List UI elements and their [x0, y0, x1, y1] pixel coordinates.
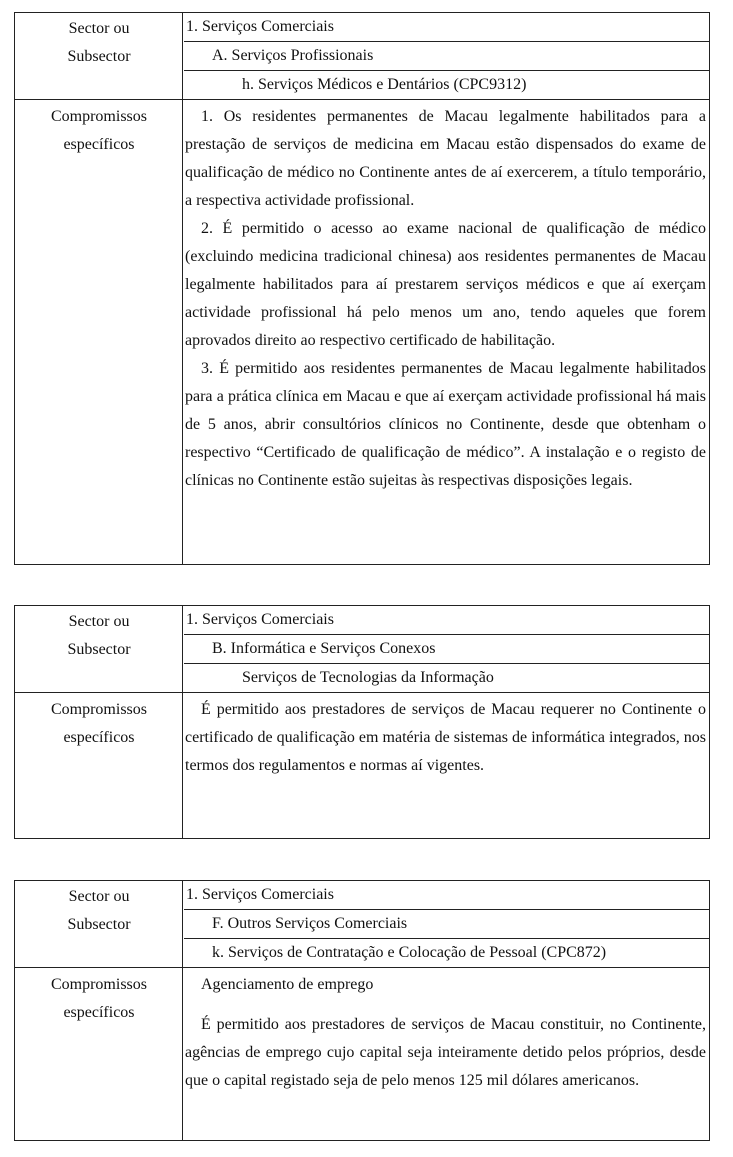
sector-label-line1: Sector ou: [68, 613, 130, 630]
commitment-paragraph: É permitido aos prestadores de serviços de Macau requerer no Continente o certificado de qualificação em matéria de sistemas de informática integrados, nos termos dos regulamentos e normas aí vigentes.: [185, 701, 706, 774]
category-level-1: 1. Serviços Comerciais: [184, 881, 709, 910]
sector-label-line2: Subsector: [67, 916, 131, 933]
sector-label-line2: Subsector: [67, 48, 131, 65]
category-level-1: 1. Serviços Comerciais: [184, 606, 709, 635]
commitments-text: [185, 971, 706, 1095]
commitment-paragraph: É permitido aos prestadores de serviços de Macau constituir, no Continente, agências de emprego cujo capital seja inteiramente detido pelos próprios, desde que o capital registado seja de pelo menos 125 mil dólares americanos.: [185, 1016, 706, 1089]
category-level-3: k. Serviços de Contratação e Colocação de Pessoal (CPC872): [212, 944, 607, 961]
sector-label-line1: Sector ou: [68, 20, 130, 37]
commitments-label-line2: específicos: [63, 729, 135, 746]
commitment-paragraph: 2. É permitido o acesso ao exame nacional de qualificação de médico (excluindo medicina tradicional chinesa) aos residentes permanentes de Macau legalmente habilitados para aí prestarem serviços médicos e que aí exerçam actividade profissional há pelo menos um ano, tendo aqueles que forem aprovados direito ao respectivo certificado de habilitação.: [185, 220, 706, 349]
commitment-paragraph: 3. É permitido aos residentes permanentes de Macau legalmente habilitados para a prática clínica em Macau e que aí exerçam actividade profissional há mais de 5 anos, abrir consultórios clínicos no Continente, desde que obtenham o respectivo “Certificado de qualificação de médico”. A instalação e o registo de clínicas no Continente estão sujeitas às respectivas disposições legais.: [185, 360, 706, 489]
category-level-3: h. Serviços Médicos e Dentários (CPC9312): [242, 76, 527, 93]
category-level-1: 1. Serviços Comerciais: [184, 13, 709, 42]
sector-header-row: [15, 13, 709, 100]
commitments-label-line1: Compromissos: [50, 976, 147, 993]
commitments-label-line1: Compromissos: [50, 701, 147, 718]
commitment-table-medical: [14, 12, 710, 565]
commitment-paragraph: 1. Os residentes permanentes de Macau legalmente habilitados para a prestação de serviços de medicina em Macau estão dispensados do exame de qualificação de médico no Continente antes de aí exercerem, a título temporário, a respectiva actividade profissional.: [185, 108, 706, 209]
sector-label-line1: Sector ou: [68, 888, 130, 905]
sector-header-row: [15, 881, 709, 968]
category-level-3: Serviços de Tecnologias da Informação: [242, 669, 494, 686]
commitment-table-employment: [14, 880, 710, 1141]
sector-header-row: [15, 606, 709, 693]
commitments-label-line2: específicos: [63, 1004, 135, 1021]
commitment-table-it: [14, 605, 710, 839]
commitment-subheading: Agenciamento de emprego: [201, 976, 374, 993]
commitments-label-line2: específicos: [63, 136, 135, 153]
category-level-2: A. Serviços Profissionais: [184, 42, 709, 71]
category-level-2: F. Outros Serviços Comerciais: [184, 910, 709, 939]
sector-label-line2: Subsector: [67, 641, 131, 658]
commitments-text: [185, 103, 706, 495]
category-level-2: B. Informática e Serviços Conexos: [184, 635, 709, 664]
commitments-text: [185, 696, 706, 780]
commitments-label-line1: Compromissos: [50, 108, 147, 125]
